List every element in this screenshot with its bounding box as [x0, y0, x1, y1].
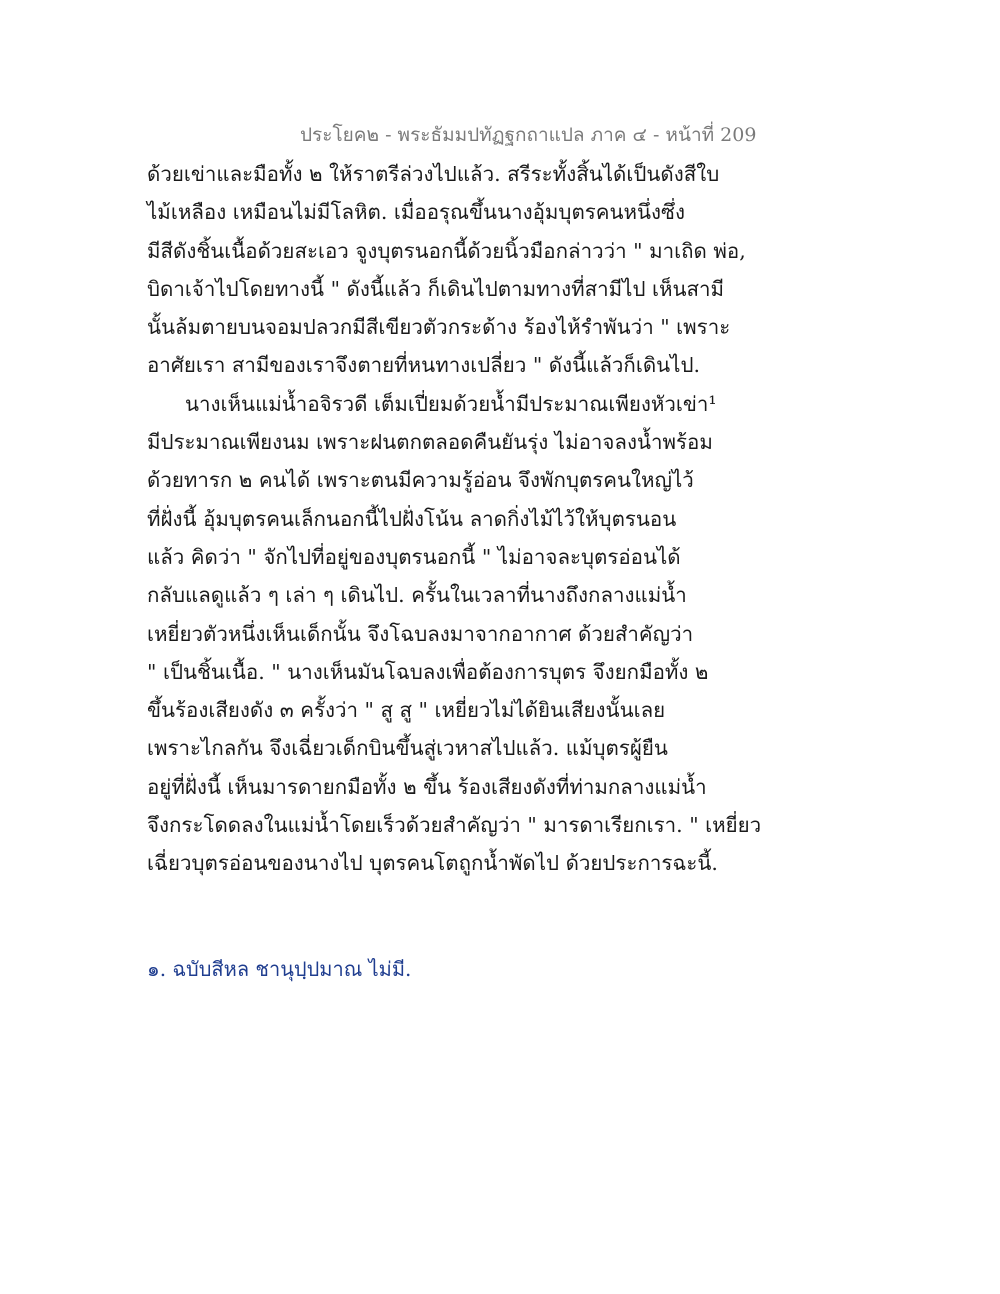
- text-line: เหยี่ยวตัวหนึ่งเห็นเด็กนั้น จึงโฉบลงมาจากอากาศ ด้วยสำคัญว่า: [147, 621, 694, 646]
- body-text: [147, 160, 762, 888]
- text-line: ขึ้นร้องเสียงดัง ๓ ครั้งว่า " สู สู " เหยี่ยวไม่ได้ยินเสียงนั้นเลย: [147, 698, 666, 723]
- text-line: มีประมาณเพียงนม เพราะฝนตกตลอดคืนยันรุ่ง ไม่อาจลงน้ำพร้อม: [147, 430, 713, 455]
- text-line: เฉี่ยวบุตรอ่อนของนางไป บุตรคนโตถูกน้ำพัดไป ด้วยประการฉะนี้.: [147, 851, 718, 876]
- text-line: ด้วยเข่าและมือทั้ง ๒ ให้ราตรีล่วงไปแล้ว. สรีระทั้งสิ้นได้เป็นดังสีใบ: [147, 162, 720, 186]
- text-line: จึงกระโดดลงในแม่น้ำโดยเร็วด้วยสำคัญว่า " มารดาเรียกเรา. " เหยี่ยว: [147, 813, 762, 838]
- text-line: นั้นล้มตายบนจอมปลวกมีสีเขียวตัวกระด้าง ร้องไห้รำพันว่า " เพราะ: [147, 315, 731, 340]
- text-line: ไม้เหลือง เหมือนไม่มีโลหิต. เมื่ออรุณขึ้นนางอุ้มบุตรคนหนึ่งซึ่ง: [147, 200, 685, 225]
- footnote: ๑. ฉบับสีหล ชานุปฺปมาณ ไม่มี.: [147, 957, 412, 981]
- text-line: " เป็นชิ้นเนื้อ. " นางเห็นมันโฉบลงเพื่อต้องการบุตร จึงยกมือทั้ง ๒: [147, 659, 709, 684]
- text-line: อาศัยเรา สามีของเราจึงตายที่หนทางเปลี่ยว " ดังนี้แล้วก็เดินไป.: [147, 353, 700, 378]
- text-line: เพราะไกลกัน จึงเฉี่ยวเด็กบินขึ้นสู่เวหาสไปแล้ว. แม้บุตรผู้ยืน: [147, 736, 668, 761]
- paragraph-first-line: นางเห็นแม่น้ำอจิรวดี เต็มเปี่ยมด้วยน้ำมีประมาณเพียงหัวเข่า¹: [185, 391, 717, 416]
- text-line: ที่ฝั่งนี้ อุ้มบุตรคนเล็กนอกนี้ไปฝั่งโน้น ลาดกิ่งไม้ไว้ให้บุตรนอน: [147, 506, 677, 531]
- text-line: บิดาเจ้าไปโดยทางนี้ " ดังนี้แล้ว ก็เดินไปตามทางที่สามีไป เห็นสามี: [147, 276, 725, 301]
- text-line: กลับแลดูแล้ว ๆ เล่า ๆ เดินไป. ครั้นในเวลาที่นางถึงกลางแม่น้ำ: [147, 583, 687, 608]
- text-line: ด้วยทารก ๒ คนได้ เพราะตนมีความรู้อ่อน จึงพักบุตรคนใหญ่ไว้: [147, 468, 694, 493]
- text-line: มีสีดังชิ้นเนื้อด้วยสะเอว จูงบุตรนอกนี้ด้วยนิ้วมือกล่าวว่า " มาเถิด พ่อ,: [147, 238, 746, 263]
- text-line: แล้ว คิดว่า " จักไปที่อยู่ของบุตรนอกนี้ " ไม่อาจละบุตรอ่อนได้: [147, 544, 681, 569]
- page-header: ประโยค๒ - พระธัมมปทัฏฐกถาแปล ภาค ๔ - หน้าที่ 209: [300, 124, 757, 146]
- text-line: อยู่ที่ฝั่งนี้ เห็นมารดายกมือทั้ง ๒ ขึ้น ร้องเสียงดังที่ท่ามกลางแม่น้ำ: [147, 774, 707, 799]
